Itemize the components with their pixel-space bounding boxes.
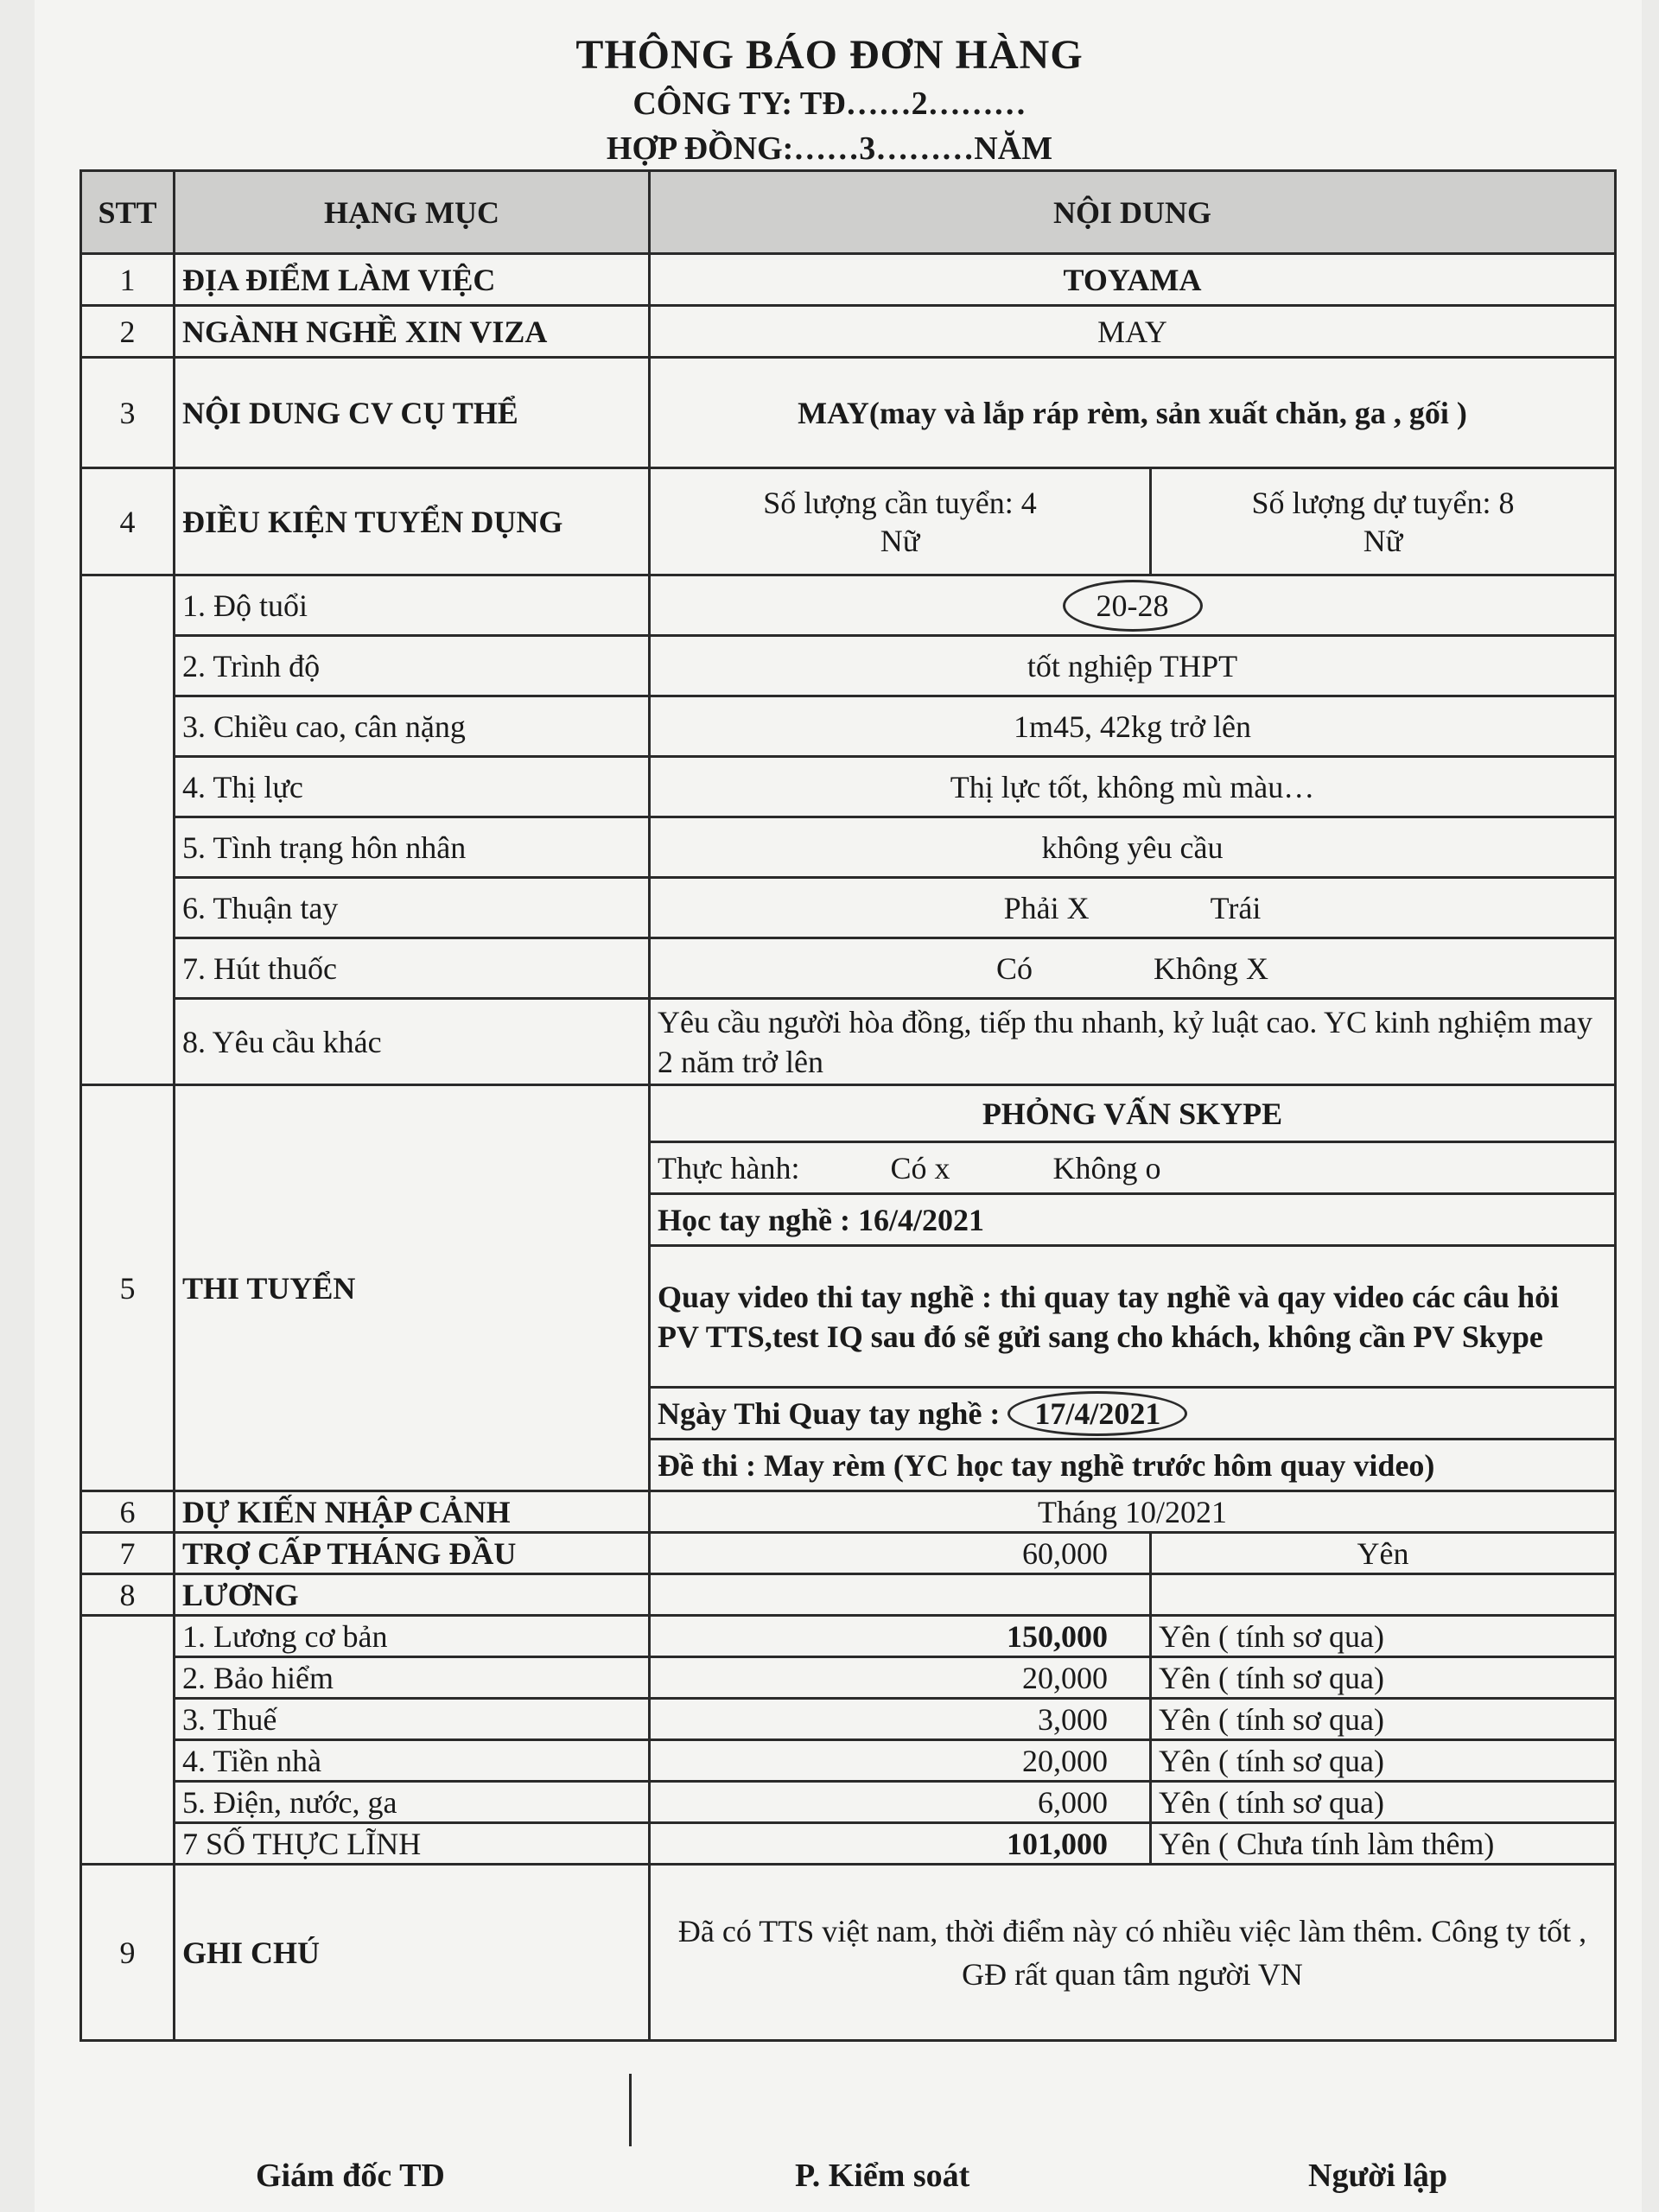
salary-unit: Yên ( tính sơ qua) [1151,1699,1616,1740]
table-row [81,575,1616,636]
row-number: 6 [81,1491,175,1533]
signature-control: P. Kiểm soát [795,2158,970,2194]
salary-value: 20,000 [650,1740,1151,1782]
table-row [81,1491,1616,1533]
salary-row [81,1740,1616,1782]
salary-row [81,1657,1616,1699]
header-stt: STT [81,171,175,254]
row-number: 2 [81,306,175,358]
salary-row [81,1699,1616,1740]
row-value: TOYAMA [650,254,1616,306]
condition-label: 2. Trình độ [175,636,650,696]
table-row [81,306,1616,358]
training-date: Học tay nghề : 16/4/2021 [650,1194,1616,1246]
salary-unit: Yên ( tính sơ qua) [1151,1616,1616,1657]
practice-cell [650,1142,1616,1194]
row-value: Đã có TTS việt nam, thời điểm này có nhiều việc làm thêm. Công ty tốt , GĐ rất quan tâm người VN [650,1865,1616,2041]
row-unit-empty [1151,1574,1616,1616]
exam-date-label: Ngày Thi Quay tay nghề : [658,1395,1001,1431]
interview-type: PHỎNG VẤN SKYPE [650,1085,1616,1142]
practice-label: Thực hành: [658,1150,800,1185]
row-number: 4 [81,468,175,575]
table-row [81,468,1616,575]
age-circled-value: 20-28 [1063,580,1203,632]
salary-label: 7 SỐ THỰC LĨNH [175,1823,650,1865]
row-label: TRỢ CẤP THÁNG ĐẦU [175,1533,650,1574]
header-content: NỘI DUNG [650,171,1616,254]
recruit-pool-value: 8 [1498,485,1515,520]
salary-row [81,1823,1616,1865]
row-value: MAY [650,306,1616,358]
header-category: HẠNG MỤC [175,171,650,254]
condition-label: 7. Hút thuốc [175,938,650,999]
table-row [81,878,1616,938]
salary-value: 101,000 [650,1823,1151,1865]
salary-unit: Yên ( tính sơ qua) [1151,1782,1616,1823]
company-line: CÔNG TY: TĐ……2……… [632,86,1027,122]
row-number-empty [81,575,175,1085]
row-label: NỘI DUNG CV CỤ THỂ [175,358,650,468]
recruit-needed-cell [650,468,1151,575]
table-row [81,1085,1616,1142]
row-label: DỰ KIẾN NHẬP CẢNH [175,1491,650,1533]
salary-label: 3. Thuế [175,1699,650,1740]
table-row [81,254,1616,306]
row-label: ĐỊA ĐIỂM LÀM VIỆC [175,254,650,306]
contract-line: HỢP ĐỒNG:……3………NĂM [606,130,1053,167]
condition-value [650,878,1616,938]
exam-topic: Đề thi : May rèm (YC học tay nghề trước hôm quay video) [650,1440,1616,1491]
recruit-pool-gender: Nữ [1363,523,1403,558]
recruit-needed-label: Số lượng cần tuyển: [763,485,1014,520]
table-row [81,938,1616,999]
salary-label: 4. Tiền nhà [175,1740,650,1782]
row-label: THI TUYỂN [175,1085,650,1491]
salary-label: 5. Điện, nước, ga [175,1782,650,1823]
table-header-row [81,171,1616,254]
row-label: GHI CHÚ [175,1865,650,2041]
table-row [81,999,1616,1085]
row-number: 1 [81,254,175,306]
row-value: Tháng 10/2021 [650,1491,1616,1533]
recruit-pool-cell [1151,468,1616,575]
row-number: 9 [81,1865,175,2041]
exam-date-cell [650,1388,1616,1440]
signature-preparer: Người lập [1308,2158,1448,2194]
table-row [81,817,1616,878]
hand-right-option: Phải X [1003,890,1090,925]
table-row [81,1533,1616,1574]
condition-label: 4. Thị lực [175,757,650,817]
salary-unit: Yên ( Chưa tính làm thêm) [1151,1823,1616,1865]
salary-unit: Yên ( tính sơ qua) [1151,1657,1616,1699]
condition-value: Thị lực tốt, không mù màu… [650,757,1616,817]
practice-yes: Có x [890,1150,950,1185]
condition-label: 3. Chiều cao, cân nặng [175,696,650,757]
condition-label: 8. Yêu cầu khác [175,999,650,1085]
document-title: THÔNG BÁO ĐƠN HÀNG [575,32,1084,78]
row-number: 3 [81,358,175,468]
table-row [81,696,1616,757]
salary-row [81,1616,1616,1657]
exam-date-circled: 17/4/2021 [1007,1391,1187,1436]
salary-value: 20,000 [650,1657,1151,1699]
row-value: MAY(may và lắp ráp rèm, sản xuất chăn, ga , gối ) [650,358,1616,468]
row-value-empty [650,1574,1151,1616]
signature-director: Giám đốc TD [256,2158,445,2194]
condition-value: 1m45, 42kg trở lên [650,696,1616,757]
row-label: LƯƠNG [175,1574,650,1616]
row-unit: Yên [1151,1533,1616,1574]
condition-label: 1. Độ tuổi [175,575,650,636]
salary-label: 1. Lương cơ bản [175,1616,650,1657]
table-row [81,1574,1616,1616]
practice-no: Không o [1052,1150,1161,1185]
row-number: 8 [81,1574,175,1616]
row-label: NGÀNH NGHỀ XIN VIZA [175,306,650,358]
recruit-needed-gender: Nữ [880,523,920,558]
recruit-needed-value: 4 [1020,485,1037,520]
row-number: 7 [81,1533,175,1574]
table-row [81,757,1616,817]
row-label: ĐIỀU KIỆN TUYỂN DỤNG [175,468,650,575]
condition-value [650,938,1616,999]
condition-value: Yêu cầu người hòa đồng, tiếp thu nhanh, kỷ luật cao. YC kinh nghiệm may 2 năm trở lên [650,999,1616,1085]
row-value: 60,000 [650,1533,1151,1574]
smoke-no-option: Không X [1154,950,1269,986]
salary-value: 3,000 [650,1699,1151,1740]
salary-row [81,1782,1616,1823]
table-row [81,1865,1616,2041]
condition-label: 5. Tình trạng hôn nhân [175,817,650,878]
video-exam-note: Quay video thi tay nghề : thi quay tay nghề và qay video các câu hỏi PV TTS,test IQ sau đó sẽ gửi sang cho khách, không cần PV Skype [650,1246,1616,1388]
salary-unit: Yên ( tính sơ qua) [1151,1740,1616,1782]
smoke-yes-option: Có [996,950,1033,986]
salary-label: 2. Bảo hiểm [175,1657,650,1699]
row-number: 5 [81,1085,175,1491]
table-row [81,358,1616,468]
hand-left-option: Trái [1210,890,1262,925]
divider-line [629,2074,632,2146]
salary-value: 6,000 [650,1782,1151,1823]
condition-value [650,575,1616,636]
condition-value: tốt nghiệp THPT [650,636,1616,696]
table-row [81,636,1616,696]
salary-value: 150,000 [650,1616,1151,1657]
order-table [79,169,1617,2042]
row-number-empty [81,1616,175,1865]
condition-value: không yêu cầu [650,817,1616,878]
condition-label: 6. Thuận tay [175,878,650,938]
recruit-pool-label: Số lượng dự tuyển: [1251,485,1491,520]
